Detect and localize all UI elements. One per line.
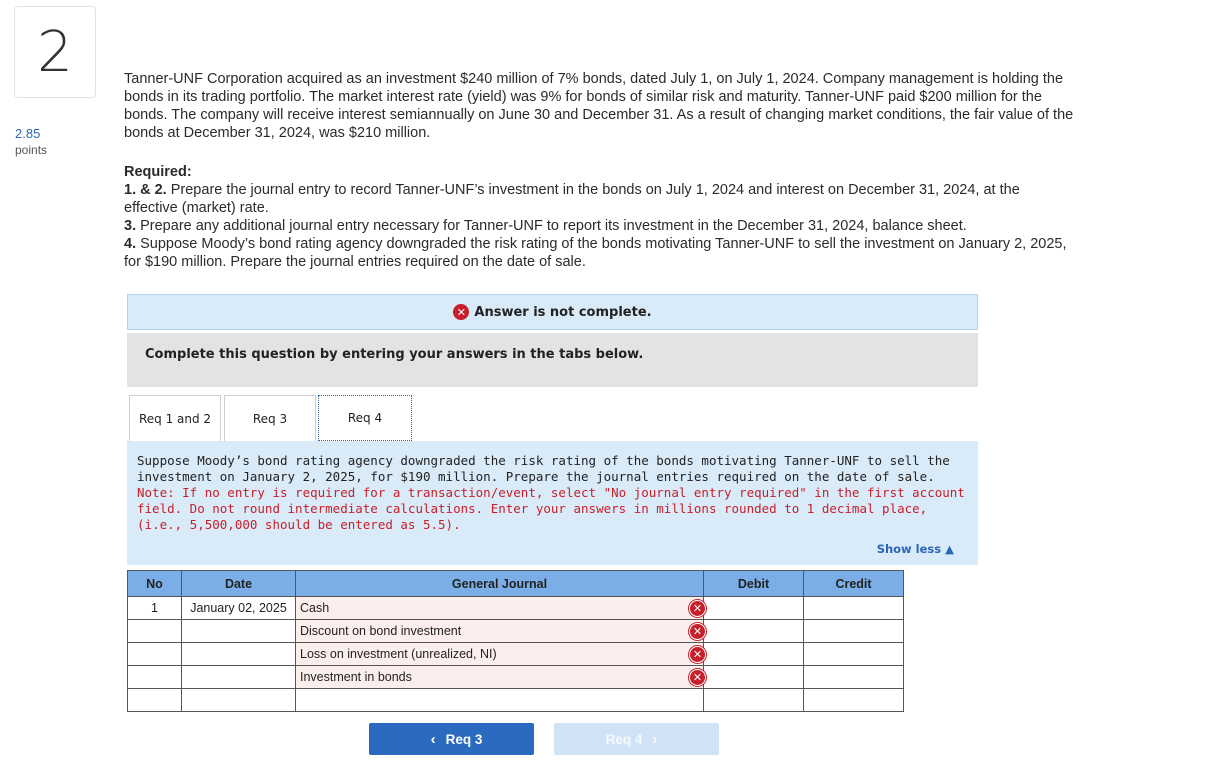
answer-status-banner [127, 294, 978, 330]
row-number: 1 [128, 597, 182, 620]
debit-input[interactable] [704, 689, 804, 712]
requirement-1-2: 1. & 2. Prepare the journal entry to record Tanner-UNF’s investment in the bonds on July 1, 2024 and interest on December 31, 2024, at the effective (market) rate. [124, 182, 1020, 216]
tab-req-4[interactable]: Req 4 [318, 395, 412, 441]
credit-input[interactable] [804, 689, 904, 712]
header-credit: Credit [804, 571, 904, 597]
row-number [128, 620, 182, 643]
account-select[interactable]: Loss on investment (unrealized, NI) ✕ [296, 643, 704, 666]
instructions-note: Note: If no entry is required for a transaction/event, select "No journal entry required" in the first account field. Do not round intermediate calculations. Enter your answers in millions rounded to 1 decimal place, (i.e., 5,500,000 should be entered as 5.5). [137, 485, 965, 532]
requirement-4: 4. Suppose Moody’s bond rating agency downgraded the risk rating of the bonds motivating Tanner-UNF to sell the investment on January 2, 2025, for $190 million. Prepare the journal entries required on the date of sale. [124, 236, 1067, 270]
credit-input[interactable] [804, 643, 904, 666]
row-number [128, 643, 182, 666]
question-number: 2 [14, 6, 96, 98]
points-label: points [15, 143, 48, 157]
error-x-icon: ✕ [689, 600, 706, 617]
credit-input[interactable] [804, 620, 904, 643]
row-date[interactable] [182, 620, 296, 643]
row-number [128, 689, 182, 712]
header-date: Date [182, 571, 296, 597]
chevron-left-icon: ‹ [430, 730, 436, 748]
required-label: Required: [124, 164, 192, 180]
debit-input[interactable] [704, 597, 804, 620]
tab-instructions [127, 441, 978, 565]
chevron-right-icon: › [652, 730, 658, 748]
error-x-icon: ✕ [689, 646, 706, 663]
error-x-icon: ✕ [689, 669, 706, 686]
required-section [124, 163, 1074, 271]
question-stem: Tanner-UNF Corporation acquired as an investment $240 million of 7% bonds, dated July 1, on July 1, 2024. Company management is holding the bonds in its trading portfolio. The market interest rate (yield) was 9% for bonds of similar risk and maturity. Tanner-UNF paid $200 million for the bonds. The company will receive interest semiannually on June 30 and December 31. As a result of changing market conditions, the fair value of the bonds at December 31, 2024, was $210 million. [124, 71, 1074, 141]
table-row [128, 620, 904, 643]
header-no: No [128, 571, 182, 597]
triangle-up-icon: ▲ [945, 542, 954, 556]
debit-input[interactable] [704, 666, 804, 689]
show-less-link[interactable]: Show less ▲ [876, 542, 954, 556]
credit-input[interactable] [804, 597, 904, 620]
table-row [128, 666, 904, 689]
account-select[interactable] [296, 689, 704, 712]
points-info [15, 126, 47, 158]
row-date[interactable] [182, 643, 296, 666]
row-date[interactable]: January 02, 2025 [182, 597, 296, 620]
prev-req-button[interactable]: ‹ Req 3 [369, 723, 534, 755]
header-debit: Debit [704, 571, 804, 597]
row-date[interactable] [182, 689, 296, 712]
error-x-icon: ✕ [689, 623, 706, 640]
table-row [128, 689, 904, 712]
debit-input[interactable] [704, 643, 804, 666]
credit-input[interactable] [804, 666, 904, 689]
instructions-text: Suppose Moody’s bond rating agency downgraded the risk rating of the bonds motivating Tanner-UNF to sell the investment on January 2, 2025, for $190 million. Prepare the journal entries required on the date of sale. [137, 453, 950, 484]
table-row [128, 643, 904, 666]
table-row [128, 597, 904, 620]
tab-req-3[interactable]: Req 3 [224, 395, 316, 441]
next-req-button[interactable]: Req 4 › [554, 723, 719, 755]
row-date[interactable] [182, 666, 296, 689]
complete-instructions: Complete this question by entering your answers in the tabs below. [127, 333, 978, 387]
header-general-journal: General Journal [296, 571, 704, 597]
row-number [128, 666, 182, 689]
debit-input[interactable] [704, 620, 804, 643]
general-journal-table [127, 570, 904, 712]
x-circle-icon: ✕ [453, 304, 469, 320]
account-select[interactable]: Investment in bonds ✕ [296, 666, 704, 689]
points-value: 2.85 [15, 126, 41, 141]
account-select[interactable]: Cash ✕ [296, 597, 704, 620]
account-select[interactable]: Discount on bond investment ✕ [296, 620, 704, 643]
answer-status-text: Answer is not complete. [474, 304, 652, 320]
requirement-3: 3. Prepare any additional journal entry necessary for Tanner-UNF to report its investment in the December 31, 2024, balance sheet. [124, 218, 967, 234]
tab-req-1-and-2[interactable]: Req 1 and 2 [129, 395, 221, 441]
